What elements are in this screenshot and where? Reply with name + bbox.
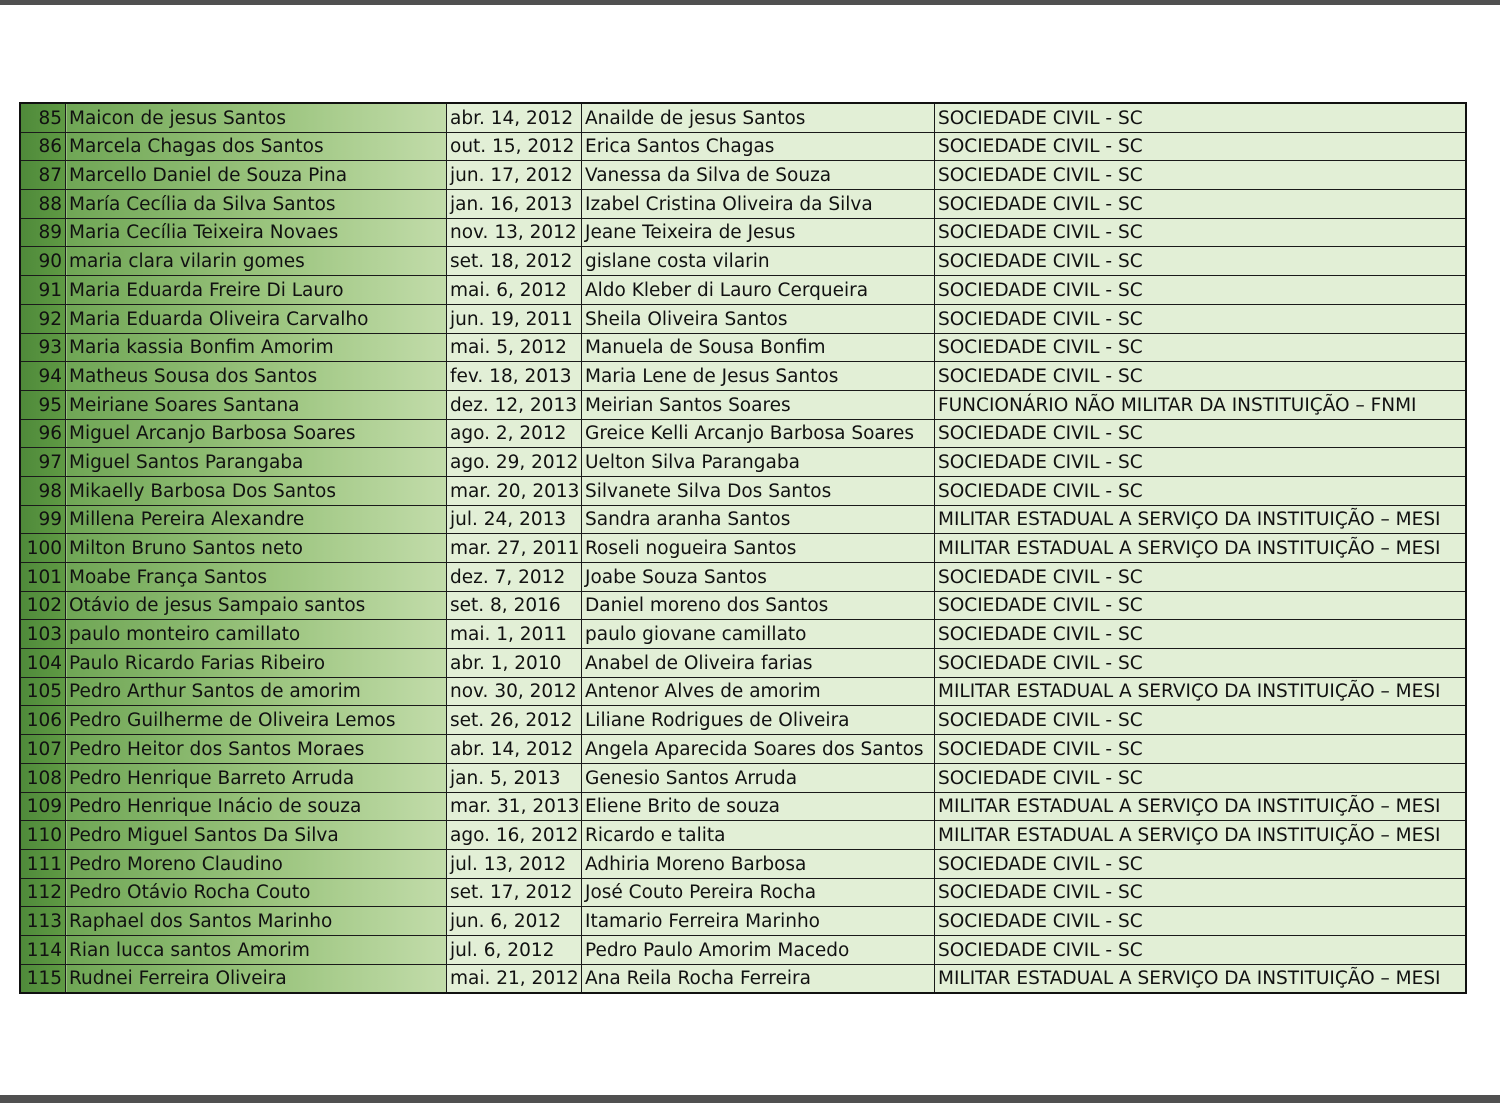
row-number-cell: 96	[20, 419, 66, 448]
category-cell: SOCIEDADE CIVIL - SC	[935, 907, 1467, 936]
category-cell: MILITAR ESTADUAL A SERVIÇO DA INSTITUIÇÃO – MESI	[935, 534, 1467, 563]
parent-name-cell: Ana Reila Rocha Ferreira	[582, 964, 935, 993]
category-cell: SOCIEDADE CIVIL - SC	[935, 218, 1467, 247]
row-number-cell: 99	[20, 505, 66, 534]
student-name-cell: Meiriane Soares Santana	[66, 390, 447, 419]
student-name-cell: Otávio de jesus Sampaio santos	[66, 591, 447, 620]
birth-date-cell: mar. 27, 2011	[447, 534, 582, 563]
birth-date-cell: mar. 31, 2013	[447, 792, 582, 821]
birth-date-cell: jun. 6, 2012	[447, 907, 582, 936]
birth-date-cell: jun. 19, 2011	[447, 304, 582, 333]
category-cell: SOCIEDADE CIVIL - SC	[935, 878, 1467, 907]
student-name-cell: Marcello Daniel de Souza Pina	[66, 161, 447, 190]
category-cell: SOCIEDADE CIVIL - SC	[935, 333, 1467, 362]
table-row	[20, 534, 1466, 563]
student-name-cell: Pedro Guilherme de Oliveira Lemos	[66, 706, 447, 735]
student-name-cell: maria clara vilarin gomes	[66, 247, 447, 276]
row-number-cell: 88	[20, 190, 66, 219]
student-name-cell: Matheus Sousa dos Santos	[66, 362, 447, 391]
row-number-cell: 86	[20, 132, 66, 161]
parent-name-cell: Greice Kelli Arcanjo Barbosa Soares	[582, 419, 935, 448]
student-name-cell: Maria Cecília Teixeira Novaes	[66, 218, 447, 247]
category-cell: FUNCIONÁRIO NÃO MILITAR DA INSTITUIÇÃO – FNMI	[935, 390, 1467, 419]
category-cell: SOCIEDADE CIVIL - SC	[935, 649, 1467, 678]
table-row	[20, 849, 1466, 878]
parent-name-cell: gislane costa vilarin	[582, 247, 935, 276]
row-number-cell: 101	[20, 563, 66, 592]
birth-date-cell: fev. 18, 2013	[447, 362, 582, 391]
table-row	[20, 103, 1466, 132]
row-number-cell: 106	[20, 706, 66, 735]
birth-date-cell: out. 15, 2012	[447, 132, 582, 161]
table-row	[20, 448, 1466, 477]
parent-name-cell: Erica Santos Chagas	[582, 132, 935, 161]
category-cell: MILITAR ESTADUAL A SERVIÇO DA INSTITUIÇÃO – MESI	[935, 792, 1467, 821]
birth-date-cell: jan. 16, 2013	[447, 190, 582, 219]
student-name-cell: Miguel Santos Parangaba	[66, 448, 447, 477]
category-cell: SOCIEDADE CIVIL - SC	[935, 935, 1467, 964]
birth-date-cell: jul. 24, 2013	[447, 505, 582, 534]
table-row	[20, 161, 1466, 190]
row-number-cell: 100	[20, 534, 66, 563]
parent-name-cell: Izabel Cristina Oliveira da Silva	[582, 190, 935, 219]
category-cell: SOCIEDADE CIVIL - SC	[935, 362, 1467, 391]
birth-date-cell: nov. 30, 2012	[447, 677, 582, 706]
student-name-cell: Pedro Henrique Inácio de souza	[66, 792, 447, 821]
birth-date-cell: ago. 16, 2012	[447, 821, 582, 850]
birth-date-cell: mai. 21, 2012	[447, 964, 582, 993]
student-table	[19, 102, 1467, 994]
parent-name-cell: Pedro Paulo Amorim Macedo	[582, 935, 935, 964]
birth-date-cell: ago. 29, 2012	[447, 448, 582, 477]
parent-name-cell: Jeane Teixeira de Jesus	[582, 218, 935, 247]
row-number-cell: 107	[20, 735, 66, 764]
category-cell: SOCIEDADE CIVIL - SC	[935, 563, 1467, 592]
student-name-cell: paulo monteiro camillato	[66, 620, 447, 649]
row-number-cell: 87	[20, 161, 66, 190]
student-name-cell: Maicon de jesus Santos	[66, 103, 447, 132]
row-number-cell: 91	[20, 276, 66, 305]
category-cell: SOCIEDADE CIVIL - SC	[935, 161, 1467, 190]
student-name-cell: Pedro Arthur Santos de amorim	[66, 677, 447, 706]
parent-name-cell: Uelton Silva Parangaba	[582, 448, 935, 477]
category-cell: MILITAR ESTADUAL A SERVIÇO DA INSTITUIÇÃO – MESI	[935, 505, 1467, 534]
parent-name-cell: Genesio Santos Arruda	[582, 763, 935, 792]
table-row	[20, 821, 1466, 850]
category-cell: SOCIEDADE CIVIL - SC	[935, 247, 1467, 276]
category-cell: SOCIEDADE CIVIL - SC	[935, 620, 1467, 649]
category-cell: MILITAR ESTADUAL A SERVIÇO DA INSTITUIÇÃO – MESI	[935, 821, 1467, 850]
student-name-cell: María Cecília da Silva Santos	[66, 190, 447, 219]
table-row	[20, 419, 1466, 448]
table-row	[20, 362, 1466, 391]
student-name-cell: Raphael dos Santos Marinho	[66, 907, 447, 936]
parent-name-cell: Vanessa da Silva de Souza	[582, 161, 935, 190]
table-row	[20, 677, 1466, 706]
student-name-cell: Rudnei Ferreira Oliveira	[66, 964, 447, 993]
row-number-cell: 115	[20, 964, 66, 993]
birth-date-cell: set. 17, 2012	[447, 878, 582, 907]
row-number-cell: 103	[20, 620, 66, 649]
birth-date-cell: set. 8, 2016	[447, 591, 582, 620]
viewer-bottom-bar	[0, 1095, 1500, 1103]
table-row	[20, 907, 1466, 936]
row-number-cell: 93	[20, 333, 66, 362]
birth-date-cell: jul. 6, 2012	[447, 935, 582, 964]
student-name-cell: Pedro Moreno Claudino	[66, 849, 447, 878]
table-body	[20, 103, 1466, 993]
birth-date-cell: dez. 12, 2013	[447, 390, 582, 419]
parent-name-cell: Daniel moreno dos Santos	[582, 591, 935, 620]
table-row	[20, 276, 1466, 305]
row-number-cell: 114	[20, 935, 66, 964]
row-number-cell: 98	[20, 476, 66, 505]
category-cell: SOCIEDADE CIVIL - SC	[935, 132, 1467, 161]
row-number-cell: 104	[20, 649, 66, 678]
student-name-cell: Maria kassia Bonfim Amorim	[66, 333, 447, 362]
row-number-cell: 110	[20, 821, 66, 850]
birth-date-cell: abr. 1, 2010	[447, 649, 582, 678]
category-cell: SOCIEDADE CIVIL - SC	[935, 276, 1467, 305]
table-row	[20, 620, 1466, 649]
table-row	[20, 935, 1466, 964]
category-cell: MILITAR ESTADUAL A SERVIÇO DA INSTITUIÇÃO – MESI	[935, 677, 1467, 706]
student-name-cell: Moabe França Santos	[66, 563, 447, 592]
parent-name-cell: Sandra aranha Santos	[582, 505, 935, 534]
row-number-cell: 112	[20, 878, 66, 907]
parent-name-cell: Liliane Rodrigues de Oliveira	[582, 706, 935, 735]
birth-date-cell: abr. 14, 2012	[447, 735, 582, 764]
student-name-cell: Pedro Otávio Rocha Couto	[66, 878, 447, 907]
parent-name-cell: Maria Lene de Jesus Santos	[582, 362, 935, 391]
table-row	[20, 591, 1466, 620]
table-row	[20, 218, 1466, 247]
table-row	[20, 476, 1466, 505]
parent-name-cell: Ricardo e talita	[582, 821, 935, 850]
parent-name-cell: Silvanete Silva Dos Santos	[582, 476, 935, 505]
parent-name-cell: Adhiria Moreno Barbosa	[582, 849, 935, 878]
category-cell: SOCIEDADE CIVIL - SC	[935, 103, 1467, 132]
parent-name-cell: Roseli nogueira Santos	[582, 534, 935, 563]
student-name-cell: Maria Eduarda Oliveira Carvalho	[66, 304, 447, 333]
table-row	[20, 247, 1466, 276]
category-cell: SOCIEDADE CIVIL - SC	[935, 448, 1467, 477]
birth-date-cell: mai. 5, 2012	[447, 333, 582, 362]
birth-date-cell: mai. 1, 2011	[447, 620, 582, 649]
category-cell: SOCIEDADE CIVIL - SC	[935, 476, 1467, 505]
student-name-cell: Pedro Miguel Santos Da Silva	[66, 821, 447, 850]
parent-name-cell: Anabel de Oliveira farias	[582, 649, 935, 678]
birth-date-cell: set. 18, 2012	[447, 247, 582, 276]
category-cell: SOCIEDADE CIVIL - SC	[935, 735, 1467, 764]
row-number-cell: 90	[20, 247, 66, 276]
parent-name-cell: Eliene Brito de souza	[582, 792, 935, 821]
student-name-cell: Millena Pereira Alexandre	[66, 505, 447, 534]
table-row	[20, 505, 1466, 534]
table-row	[20, 333, 1466, 362]
student-name-cell: Milton Bruno Santos neto	[66, 534, 447, 563]
student-name-cell: Maria Eduarda Freire Di Lauro	[66, 276, 447, 305]
birth-date-cell: dez. 7, 2012	[447, 563, 582, 592]
parent-name-cell: Joabe Souza Santos	[582, 563, 935, 592]
row-number-cell: 113	[20, 907, 66, 936]
parent-name-cell: Manuela de Sousa Bonfim	[582, 333, 935, 362]
parent-name-cell: José Couto Pereira Rocha	[582, 878, 935, 907]
row-number-cell: 92	[20, 304, 66, 333]
row-number-cell: 108	[20, 763, 66, 792]
birth-date-cell: jan. 5, 2013	[447, 763, 582, 792]
parent-name-cell: Antenor Alves de amorim	[582, 677, 935, 706]
table-row	[20, 649, 1466, 678]
table-row	[20, 792, 1466, 821]
category-cell: SOCIEDADE CIVIL - SC	[935, 190, 1467, 219]
viewer-top-bar	[0, 0, 1500, 5]
row-number-cell: 105	[20, 677, 66, 706]
parent-name-cell: Aldo Kleber di Lauro Cerqueira	[582, 276, 935, 305]
table-row	[20, 304, 1466, 333]
student-name-cell: Rian lucca santos Amorim	[66, 935, 447, 964]
student-name-cell: Miguel Arcanjo Barbosa Soares	[66, 419, 447, 448]
category-cell: SOCIEDADE CIVIL - SC	[935, 419, 1467, 448]
category-cell: SOCIEDADE CIVIL - SC	[935, 591, 1467, 620]
table-row	[20, 190, 1466, 219]
parent-name-cell: Itamario Ferreira Marinho	[582, 907, 935, 936]
row-number-cell: 85	[20, 103, 66, 132]
table-row	[20, 390, 1466, 419]
student-name-cell: Mikaelly Barbosa Dos Santos	[66, 476, 447, 505]
row-number-cell: 89	[20, 218, 66, 247]
parent-name-cell: Anailde de jesus Santos	[582, 103, 935, 132]
parent-name-cell: Angela Aparecida Soares dos Santos	[582, 735, 935, 764]
birth-date-cell: ago. 2, 2012	[447, 419, 582, 448]
parent-name-cell: Meirian Santos Soares	[582, 390, 935, 419]
birth-date-cell: jul. 13, 2012	[447, 849, 582, 878]
student-name-cell: Pedro Heitor dos Santos Moraes	[66, 735, 447, 764]
student-name-cell: Paulo Ricardo Farias Ribeiro	[66, 649, 447, 678]
birth-date-cell: set. 26, 2012	[447, 706, 582, 735]
category-cell: SOCIEDADE CIVIL - SC	[935, 763, 1467, 792]
birth-date-cell: mar. 20, 2013	[447, 476, 582, 505]
row-number-cell: 95	[20, 390, 66, 419]
table-row	[20, 132, 1466, 161]
birth-date-cell: nov. 13, 2012	[447, 218, 582, 247]
birth-date-cell: mai. 6, 2012	[447, 276, 582, 305]
category-cell: SOCIEDADE CIVIL - SC	[935, 304, 1467, 333]
category-cell: MILITAR ESTADUAL A SERVIÇO DA INSTITUIÇÃO – MESI	[935, 964, 1467, 993]
row-number-cell: 102	[20, 591, 66, 620]
table-row	[20, 763, 1466, 792]
parent-name-cell: Sheila Oliveira Santos	[582, 304, 935, 333]
table-row	[20, 964, 1466, 993]
table-row	[20, 706, 1466, 735]
student-name-cell: Marcela Chagas dos Santos	[66, 132, 447, 161]
table-row	[20, 878, 1466, 907]
row-number-cell: 109	[20, 792, 66, 821]
table-row	[20, 735, 1466, 764]
birth-date-cell: abr. 14, 2012	[447, 103, 582, 132]
row-number-cell: 94	[20, 362, 66, 391]
parent-name-cell: paulo giovane camillato	[582, 620, 935, 649]
category-cell: SOCIEDADE CIVIL - SC	[935, 706, 1467, 735]
birth-date-cell: jun. 17, 2012	[447, 161, 582, 190]
category-cell: SOCIEDADE CIVIL - SC	[935, 849, 1467, 878]
row-number-cell: 111	[20, 849, 66, 878]
table-row	[20, 563, 1466, 592]
student-name-cell: Pedro Henrique Barreto Arruda	[66, 763, 447, 792]
row-number-cell: 97	[20, 448, 66, 477]
